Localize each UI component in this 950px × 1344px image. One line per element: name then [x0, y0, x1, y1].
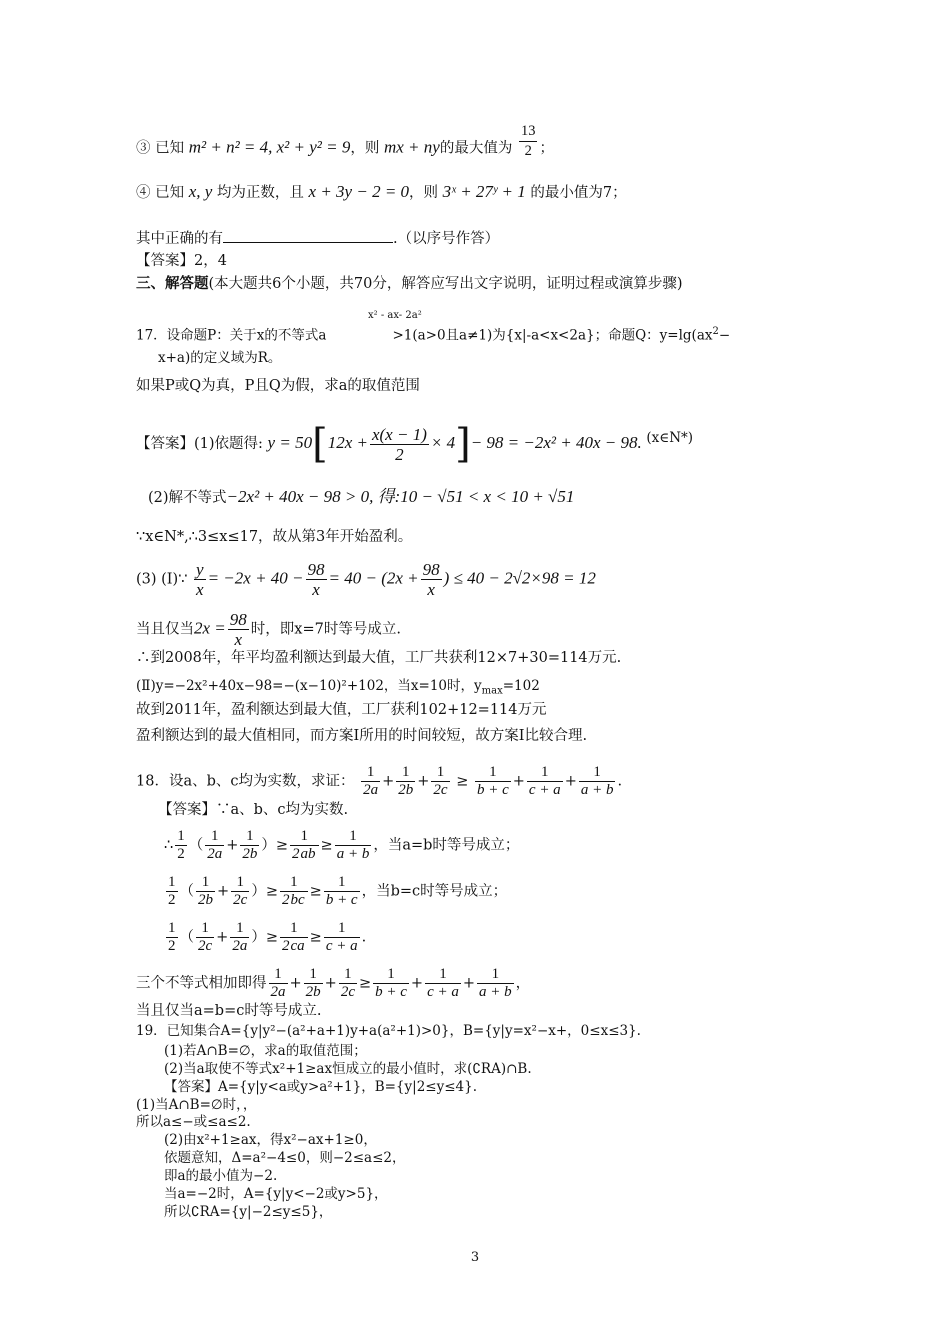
- q17-line3: 如果P或Q为真，P且Q为假，求a的取值范围: [136, 378, 420, 394]
- ans17-line7: (Ⅱ)y=−2x²+40x−98=−(x−10)²+102，当x=10时，$y_{max}=102$: [136, 678, 540, 697]
- q17-line1: 17．设命题P：关于x的不等式a >1(a>0且a≠1)为{x|-a<x<2a}；命题Q：$y=\lg(ax^2-$: [136, 326, 731, 344]
- equation: x + 3y − 2 = 0: [308, 182, 410, 201]
- expression: mx + ny: [383, 137, 440, 157]
- ans17-line6: ∴到2008年，年平均盈利额达到最大值，工厂共获利12×7+30=114万元.: [136, 650, 622, 666]
- section-3-heading: 三、解答题(本大题共6个小题，共70分，解答应写出文字说明，证明过程或演算步骤): [136, 275, 683, 292]
- ans17-line4: (3) (Ⅰ)∵ $\frac{y}{x}$ = −2x + 40 − $\frac{98}{x}$ = 40 − (2x + $\frac{98}{x}$ ) ≤ 40 − 2√2×98 = 12: [136, 560, 596, 599]
- q19-line9: 即a的最小值为−2.: [164, 1168, 278, 1184]
- q18-answer-label: 【答案】∵a、b、c均为实数.: [158, 802, 349, 818]
- q18-ineq2: $\frac{1}{2}$ （ $\frac{1}{2b}$ + $\frac{1}{2c}$ ）≥ $\frac{1}{2bc}$ ≥ $\frac{1}{b + c}$ ，当b=c时等号成立；: [168, 874, 508, 908]
- q19-line11: 所以∁RA={y|−2≤y≤5}，: [164, 1204, 333, 1220]
- fraction: $\frac{13}{2}$: [520, 123, 536, 159]
- q18-ineq3: $\frac{1}{2}$ （ $\frac{1}{2c}$ + $\frac{1}{2a}$ ）≥ $\frac{1}{2ca}$ ≥ $\frac{1}{c + a}$ .: [168, 920, 367, 954]
- ans17-line9: 盈利额达到的最大值相同，而方案Ⅰ所用的时间较短，故方案Ⅰ比较合理.: [136, 728, 588, 744]
- fraction: $\frac{y}{x}$: [196, 560, 204, 599]
- q18-final: 当且仅当a=b=c时等号成立.: [136, 1003, 322, 1019]
- item-3: ③ 已知 m² + n² = 4, x² + y² = 9，则 mx + ny的最大值为 $\frac{13}{2}$ ；: [136, 123, 554, 159]
- q19-line3: (2)当a取使不等式x²+1≥ax恒成立的最小值时，求(∁RA)∩B.: [164, 1061, 532, 1077]
- equation: m² + n² = 4, x² + y² = 9: [188, 137, 351, 157]
- fraction: $\frac{98}{x}$: [422, 560, 440, 599]
- ans17-line3: ∵x∈N*,∴3≤x≤17，故从第3年开始盈利。: [136, 529, 413, 545]
- q19-line4: 【答案】A={y|y<a或y>a²+1}，B={y|2≤y≤4}.: [164, 1079, 478, 1095]
- fraction: $\frac{98}{x}$: [229, 610, 247, 649]
- ans17-line1: 【答案】(1)依题得: y = 50[12x + $\frac{x(x - 1)}{2}$ × 4]− 98 = −2x² + 40x − 98. (x∈N*): [136, 421, 694, 467]
- q18-sum: 三个不等式相加即得 $\frac{1}{2a}$ + $\frac{1}{2b}$ + $\frac{1}{2c}$ ≥ $\frac{1}{b + c}$ + $\frac{1}{c + a}$ + $\frac{1}{a + b}$ ，: [136, 966, 531, 1000]
- q19-line1: 19．已知集合A={y|y²−(a²+a+1)y+a(a²+1)>0}，B={y|y=x²−x+，0≤x≤3}.: [136, 1023, 641, 1039]
- q19-line6: 所以a≤−或≤a≤2.: [136, 1114, 251, 1130]
- ans17-line5: 当且仅当2x = $\frac{98}{x}$ 时，即x=7时等号成立.: [136, 610, 401, 649]
- ans17-line2: (2)解不等式−2x² + 40x − 98 > 0, 得:10 − √51 < x < 10 + √51: [148, 487, 575, 506]
- answer-16: 【答案】2，4: [136, 253, 227, 269]
- q19-line2: (1)若A∩B=∅，求a的取值范围；: [164, 1043, 367, 1059]
- q18-ineq1: ∴ $\frac{1}{2}$ （ $\frac{1}{2a}$ + $\frac{1}{2b}$ ）≥ $\frac{1}{2ab}$ ≥ $\frac{1}{a + b}$ ，当a=b时等号成立；: [164, 828, 520, 862]
- q19-line5: (1)当A∩B=∅时，，: [136, 1097, 257, 1113]
- fraction: $\frac{x(x - 1)}{2}$: [371, 424, 427, 464]
- ans17-line8: 故到2011年，盈利额达到最大值，工厂获利102+12=114万元: [136, 702, 547, 718]
- item-4: ④ 已知 x, y 均为正数，且 x + 3y − 2 = 0，则 3ˣ + 27ʸ + 1 的最小值为7；: [136, 182, 627, 201]
- expression: 3ˣ + 27ʸ + 1: [442, 182, 526, 201]
- fraction: $\frac{98}{x}$: [307, 560, 325, 599]
- q19-line10: 当a=−2时，A={y|y<−2或y>5}，: [164, 1186, 388, 1202]
- page-number: 3: [470, 1250, 480, 1265]
- q18-statement: 18．设a、b、c均为实数，求证： $\frac{1}{2a}$ + $\frac{1}{2b}$ + $\frac{1}{2c}$ ≥ $\frac{1}{b + c}$ + $\frac{1}{c + a}$ + $\frac{1}{a + b}$ .: [136, 764, 623, 798]
- answer-blank[interactable]: [223, 228, 393, 243]
- q17-line2: x+a)的定义域为R。: [158, 350, 282, 366]
- q19-line7: (2)由x²+1≥ax，得x²−ax+1≥0，: [164, 1132, 377, 1148]
- q17-exponent: x² - ax- 2a²: [368, 310, 422, 321]
- q19-line8: 依题意知，Δ=a²−4≤0，则−2≤a≤2，: [164, 1150, 406, 1166]
- correct-line: 其中正确的有 .（以序号作答）: [136, 228, 499, 249]
